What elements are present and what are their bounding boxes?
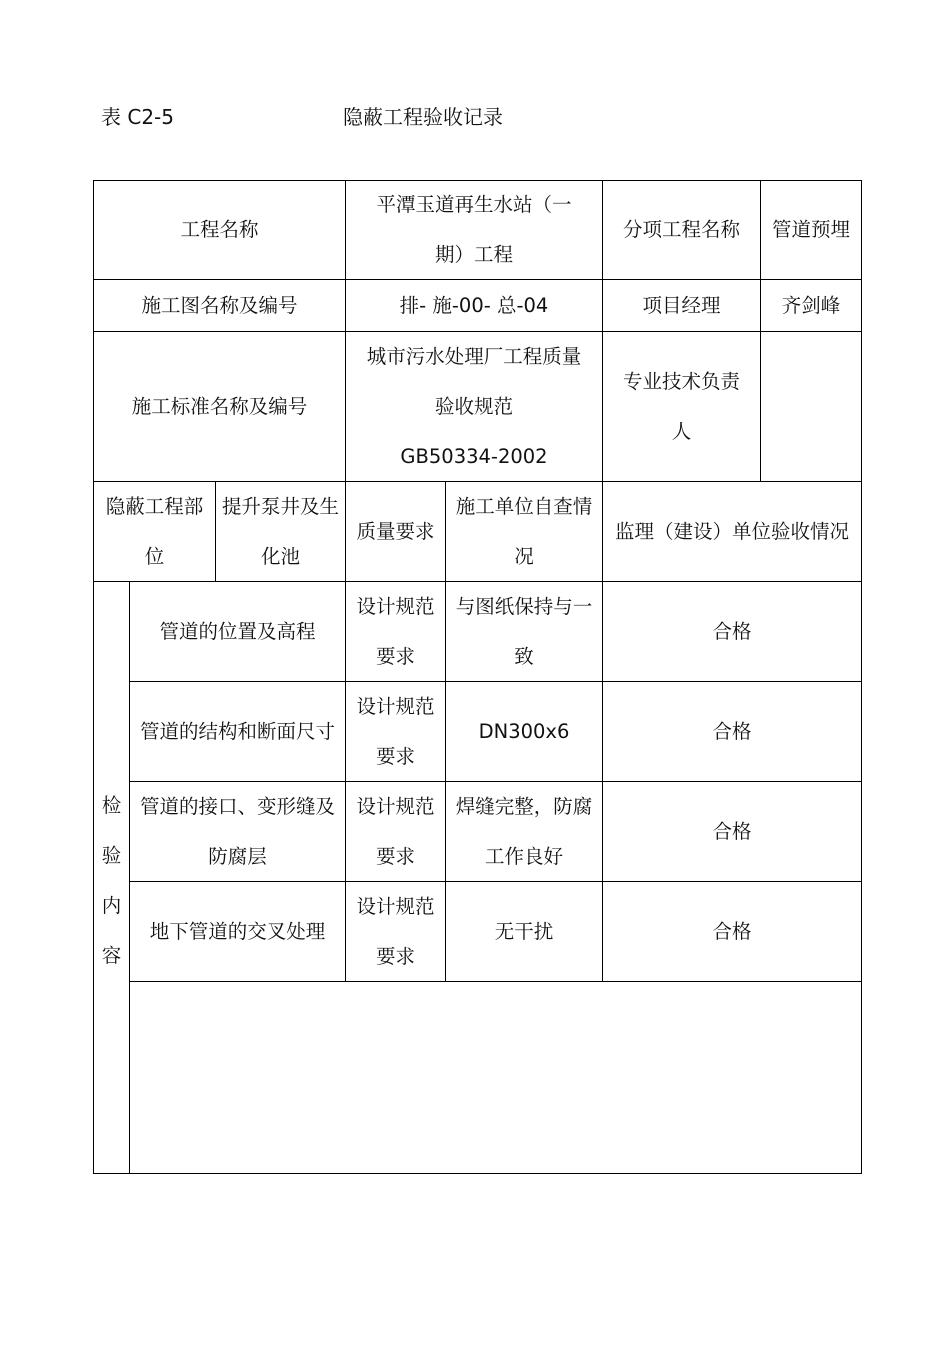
- inspection-item: 地下管道的交叉处理: [149, 919, 326, 943]
- inspection-requirement: 设计规范要求: [356, 694, 435, 768]
- standard-name: 城市污水处理厂工程质量验收规范: [366, 344, 582, 418]
- inspection-self-check: 焊缝完整，防腐工作良好: [455, 794, 593, 868]
- page-title: 隐蔽工程验收记录: [343, 105, 503, 129]
- tech-lead-label: 专业技术负责人: [622, 369, 740, 443]
- inspection-item: 管道的位置及高程: [159, 619, 316, 643]
- inspection-result: 合格: [712, 619, 752, 643]
- standard-label: 施工标准名称及编号: [131, 394, 308, 418]
- drawing-value: 排- 施-00- 总-04: [399, 293, 549, 317]
- manager-value: 齐剑峰: [781, 293, 841, 317]
- inspection-self-check: 无干扰: [494, 919, 554, 943]
- self-check-header: 施工单位自查情况: [455, 494, 593, 568]
- subitem-name-label: 分项工程名称: [622, 218, 740, 241]
- hidden-part-value: 提升泵井及生化池: [222, 494, 340, 568]
- manager-label: 项目经理: [642, 293, 721, 317]
- inspection-requirement: 设计规范要求: [356, 794, 435, 868]
- drawing-label: 施工图名称及编号: [141, 293, 298, 317]
- form-code: 表 C2-5: [101, 105, 174, 129]
- table-line: [861, 180, 862, 1174]
- inspection-requirement: 设计规范要求: [356, 594, 435, 668]
- standard-code: GB50334-2002: [400, 444, 548, 468]
- inspection-self-check: 与图纸保持与一致: [455, 594, 593, 668]
- inspection-self-check: DN300x6: [478, 719, 570, 743]
- standard-value: [346, 332, 602, 481]
- tech-lead-value: [761, 332, 861, 481]
- hidden-part-label: 隐蔽工程部位: [105, 494, 204, 568]
- inspection-result: 合格: [712, 819, 752, 843]
- inspection-result: 合格: [712, 919, 752, 943]
- table-line: [93, 1173, 862, 1174]
- project-name-value: 平潭玉道再生水站（一期）工程: [376, 193, 572, 266]
- supervision-header: 监理（建设）单位验收情况: [614, 519, 849, 543]
- inspection-item: 管道的接口、变形缝及防腐层: [139, 794, 335, 868]
- subitem-name-value: 管道预埋: [771, 218, 850, 241]
- project-name-label: 工程名称: [180, 218, 259, 241]
- inspection-result: 合格: [712, 719, 752, 743]
- inspection-item: 管道的结构和断面尺寸: [140, 719, 336, 743]
- inspection-requirement: 设计规范要求: [356, 894, 435, 968]
- quality-requirement-header: 质量要求: [356, 519, 435, 543]
- inspection-content-label: 检验内容: [101, 794, 122, 967]
- blank-area: [130, 982, 861, 1173]
